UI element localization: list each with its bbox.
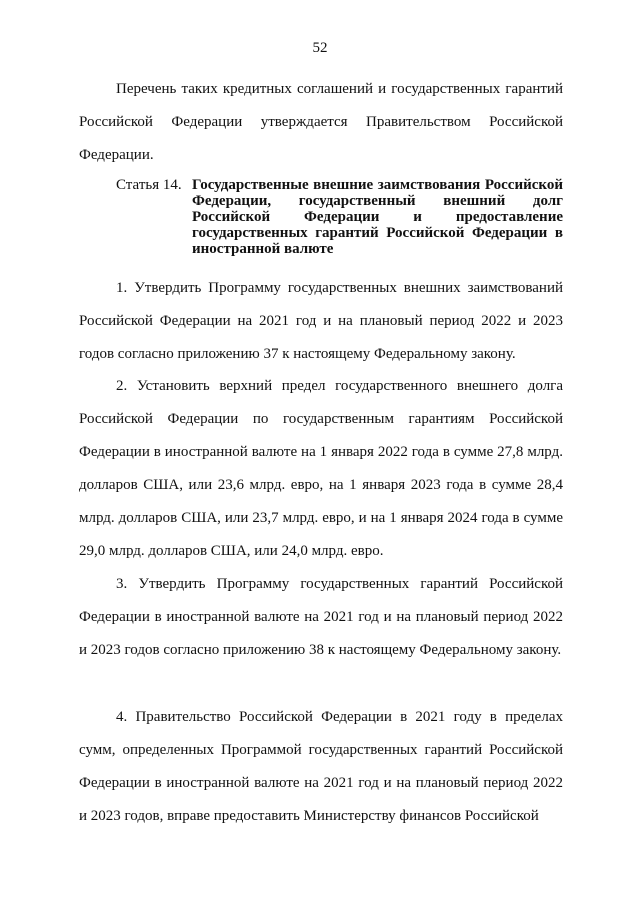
article-label: Статья 14. xyxy=(116,177,182,193)
paragraph-intro: Перечень таких кредитных соглашений и государственных гарантий Российской Федерации утверждается Правительством Российской Федерации. xyxy=(79,81,563,163)
paragraph-item-4: 4. Правительство Российской Федерации в 2021 году в пределах сумм, определенных Программой государственных гарантий Российской Федерации в иностранной валюте на 2021 год и на плановый период 2022 и 2023 годов, вправе предоставить Министерству финансов Российской xyxy=(79,709,563,824)
page-number: 52 xyxy=(312,40,328,56)
article-title: Государственные внешние заимствования Российской Федерации, государственный внешний долг Российской Федерации и предоставление государственных гарантий Российской Федерации в иностранной валюте xyxy=(192,177,563,257)
paragraph-item-3: 3. Утвердить Программу государственных гарантий Российской Федерации в иностранной валюте на 2021 год и на плановый период 2022 и 2023 годов согласно приложению 38 к настоящему Федеральному закону. xyxy=(79,576,563,658)
paragraph-item-2: 2. Установить верхний предел государственного внешнего долга Российской Федерации по государственным гарантиям Российской Федерации в иностранной валюте на 1 января 2022 года в сумме 27,8 млрд. долларов США, или 23,6 млрд. евро, на 1 января 2023 года в сумме 28,4 млрд. долларов США, или 23,7 млрд. евро, и на 1 января 2024 года в сумме 29,0 млрд. долларов США, или 24,0 млрд. евро. xyxy=(79,378,563,559)
paragraph-item-1: 1. Утвердить Программу государственных внешних заимствований Российской Федерации на 2021 год и на плановый период 2022 и 2023 годов согласно приложению 37 к настоящему Федеральному закону. xyxy=(79,280,563,362)
